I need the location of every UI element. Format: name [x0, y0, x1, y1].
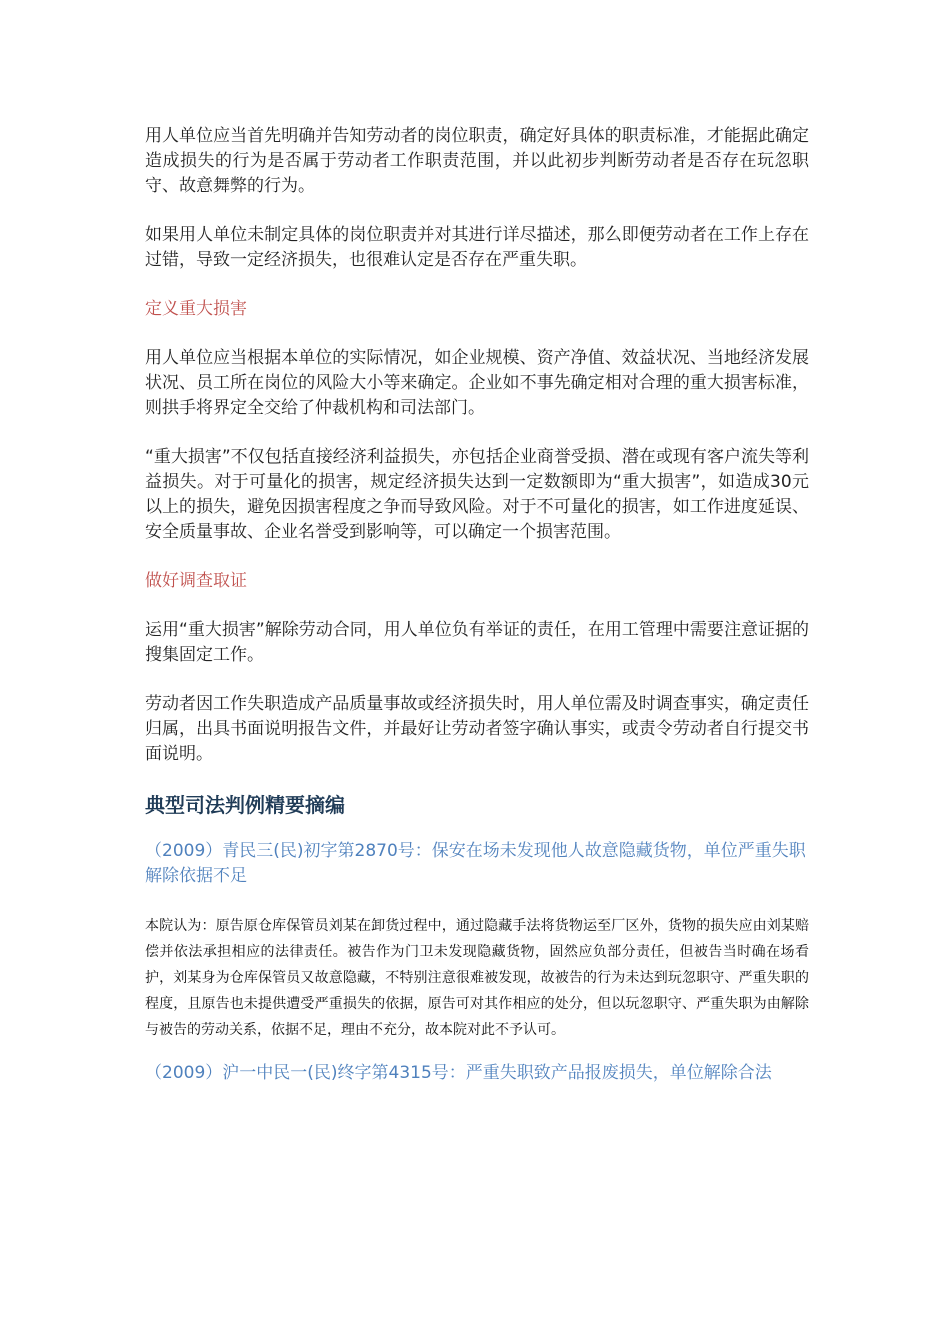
case-ruling-2870: 本院认为：原告原仓库保管员刘某在卸货过程中，通过隐藏手法将货物运至厂区外，货物的损失应由刘某赔偿并依法承担相应的法律责任。被告作为门卫未发现隐藏货物，固然应负部分责任，但被告当时确在场看护，刘某身为仓库保管员又故意隐藏，不特别注意很难被发现，故被告的行为未达到玩忽职守、严重失职的程度，且原告也未提供遭受严重损失的依据，原告可对其作相应的处分，但以玩忽职守、严重失职为由解除与被告的劳动关系，依据不足，理由不充分，故本院对此不予认可。 — [145, 918, 809, 1038]
paragraph-burden-of-proof: 运用“重大损害”解除劳动合同，用人单位负有举证的责任，在用工管理中需要注意证据的搜集固定工作。 — [145, 620, 809, 665]
paragraph-job-duties: 用人单位应当首先明确并告知劳动者的岗位职责，确定好具体的职责标准，才能据此确定造成损失的行为是否属于劳动者工作职责范围，并以此初步判断劳动者是否存在玩忽职守、故意舞弊的行为。 — [145, 126, 809, 196]
subheading-investigation-evidence: 做好调查取证 — [145, 571, 247, 591]
case-title-2870: （2009）青民三(民)初字第2870号：保安在场未发现他人故意隐藏货物，单位严重失职解除依据不足 — [145, 841, 806, 886]
section-heading-case-digest: 典型司法判例精要摘编 — [145, 793, 345, 817]
paragraph-damage-scope: “重大损害”不仅包括直接经济利益损失，亦包括企业商誉受损、潜在或现有客户流失等利益损失。对于可量化的损害，规定经济损失达到一定数额即为“重大损害”，如造成30元以上的损失，避免因损害程度之争而导致风险。对于不可量化的损害，如工作进度延误、安全质量事故、企业名誉受到影响等，可以确定一个损害范围。 — [145, 447, 809, 542]
subheading-define-major-damage: 定义重大损害 — [145, 299, 247, 319]
paragraph-investigate-facts: 劳动者因工作失职造成产品质量事故或经济损失时，用人单位需及时调查事实，确定责任归属，出具书面说明报告文件，并最好让劳动者签字确认事实，或责令劳动者自行提交书面说明。 — [145, 694, 809, 764]
document-body — [145, 124, 809, 1110]
paragraph-no-job-description: 如果用人单位未制定具体的岗位职责并对其进行详尽描述，那么即便劳动者在工作上存在过错，导致一定经济损失，也很难认定是否存在严重失职。 — [145, 225, 809, 270]
paragraph-damage-criteria: 用人单位应当根据本单位的实际情况，如企业规模、资产净值、效益状况、当地经济发展状况、员工所在岗位的风险大小等来确定。企业如不事先确定相对合理的重大损害标准，则拱手将界定全交给了仲裁机构和司法部门。 — [145, 348, 809, 418]
case-title-4315: （2009）沪一中民一(民)终字第4315号：严重失职致产品报废损失，单位解除合法 — [145, 1063, 772, 1083]
